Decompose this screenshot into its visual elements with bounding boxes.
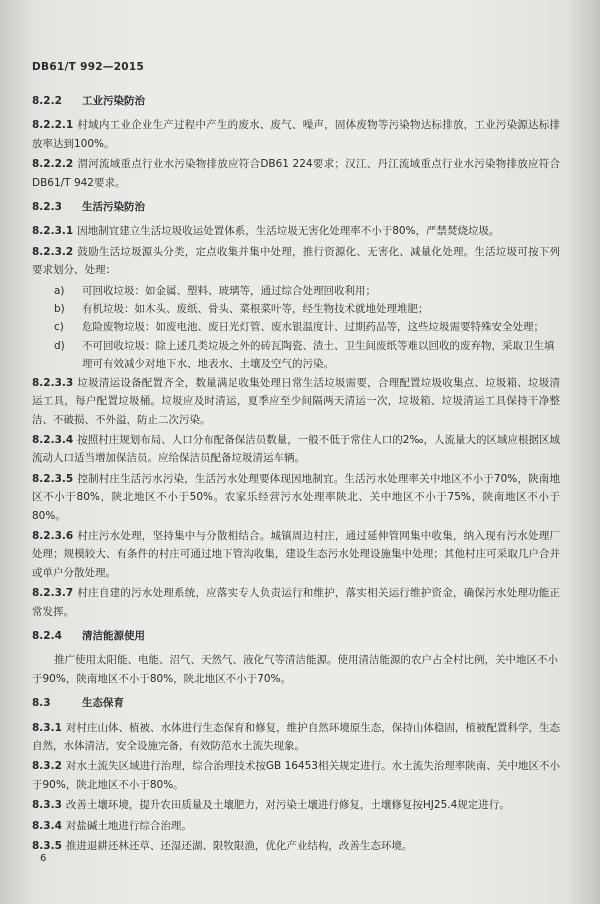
list-marker: b)	[54, 303, 65, 316]
clause-text: 控制村庄生活污水污染，生活污水处理要体现因地制宜。生活污水处理率关中地区不小于70%，陕南地区不小于80%，陕北地区不小于50%。农家乐经营污水处理率陕北、关中地区不小于75%，陕南地区不小于80%。	[32, 472, 560, 522]
list-item	[32, 282, 560, 300]
section-heading-8-2-2	[32, 92, 560, 110]
clause-number: 8.2.3.5	[32, 472, 74, 485]
section-number: 8.3	[32, 697, 51, 710]
section-title: 清洁能源使用	[82, 629, 145, 642]
clause-text: 鼓励生活垃圾源头分类，定点收集并集中处理，推行资源化、无害化、减量化处理。生活垃圾可按下列要求划分、处理：	[32, 245, 560, 277]
list-marker: a)	[54, 284, 65, 297]
list-item	[32, 300, 560, 318]
list-item-text: 不可回收垃圾：除上述几类垃圾之外的砖瓦陶瓷、渣土、卫生间废纸等难以回收的废弃物，采取卫生填埋可有效减少对地下水、地表水、土壤及空气的污染。	[82, 339, 555, 371]
clause-8-2-2-1	[32, 116, 560, 153]
list-item-text: 有机垃圾：如木头、废纸、骨头、菜根菜叶等，经生物技术就地处理堆肥；	[82, 303, 429, 316]
clause-number: 8.2.2.1	[32, 119, 74, 132]
section-number: 8.2.2	[32, 95, 62, 107]
list-item-text: 危险废物垃圾：如废电池、废日光灯管、废水银温度计、过期药品等，这些垃圾需要特殊安全处理；	[82, 321, 544, 334]
clause-text: 按照村庄规划布局、人口分布配备保洁员数量，一般不低于常住人口的2‰，人流量大的区域应根据区域流动人口适当增加保洁员。应给保洁员配备垃圾清运车辆。	[32, 433, 560, 465]
clause-number: 8.2.3.7	[32, 587, 74, 600]
clause-8-2-3-6	[32, 527, 560, 582]
clause-number: 8.3.4	[32, 819, 62, 832]
clause-text: 因地制宜建立生活垃圾收运处置体系，生活垃圾无害化处理率不小于80%，严禁焚烧垃圾。	[77, 225, 500, 238]
clause-8-2-2-2	[32, 155, 560, 192]
document-code: DB61/T 992—2015	[32, 61, 145, 73]
clause-8-2-3-5	[32, 470, 560, 525]
section-number: 8.2.4	[32, 629, 62, 642]
list-item-text: 可回收垃圾：如金属、塑料、玻璃等，通过综合处理回收利用；	[82, 284, 376, 297]
clause-8-3-3	[32, 796, 560, 814]
clause-number: 8.2.3.3	[32, 376, 74, 389]
page-content	[32, 86, 560, 857]
clause-number: 8.2.2.2	[32, 158, 74, 171]
clause-8-3-5	[32, 837, 560, 855]
page-number: 6	[40, 853, 47, 864]
clause-text: 渭河流域重点行业水污染物排放应符合DB61 224要求；汉江、丹江流域重点行业水污染物排放应符合DB61/T 942要求。	[32, 158, 560, 189]
clause-8-2-3-7	[32, 584, 560, 621]
section-title: 生态保育	[82, 697, 124, 710]
clause-8-3-1	[32, 719, 560, 756]
clause-text: 村庄自建的污水处理系统，应落实专人负责运行和维护，落实相关运行维护资金，确保污水处理功能正常发挥。	[32, 587, 560, 618]
list-marker: d)	[54, 339, 65, 352]
section-number: 8.2.3	[32, 201, 62, 214]
section-title: 生活污染防治	[82, 201, 145, 214]
clause-number: 8.3.3	[32, 799, 62, 812]
clause-number: 8.3.5	[32, 840, 62, 853]
clause-text: 村庄污水处理，坚持集中与分散相结合。城镇周边村庄，通过延伸管网集中收集，纳入现有污水处理厂处理；规模较大、有条件的村庄可通过地下管沟收集，建设生态污水处理设施集中处理；其他村庄可采取几户合并或单户分散处理。	[32, 529, 560, 579]
section-title: 工业污染防治	[82, 95, 145, 107]
clause-8-3-2	[32, 757, 560, 794]
clause-number: 8.2.3.2	[32, 245, 74, 258]
clause-8-2-3-3	[32, 374, 560, 429]
clause-8-2-3-1	[32, 222, 560, 240]
section-heading-8-3	[32, 694, 560, 712]
clause-number: 8.2.3.1	[32, 225, 74, 238]
clause-text: 对盐碱土地进行综合治理。	[65, 819, 192, 832]
section-8-2-4-text: 推广使用太阳能、电能、沼气、天然气、液化气等清洁能源。使用清洁能源的农户占全村比例，关中地区不小于90%，陕南地区不小于80%，陕北地区不小于70%。	[32, 654, 558, 685]
clause-text: 对村庄山体、植被、水体进行生态保育和修复，维护自然环境原生态，保持山体稳固，植被配置科学，生态自然，水体清洁，安全设施完备，有效防范水土流失现象。	[32, 721, 560, 752]
clause-number: 8.3.1	[32, 721, 62, 734]
list-item	[32, 318, 560, 336]
clause-8-2-3-4	[32, 431, 560, 468]
section-heading-8-2-4	[32, 627, 560, 645]
list-marker: c)	[54, 321, 64, 334]
clause-text: 垃圾清运设备配置齐全，数量满足收集处理日常生活垃圾需要，合理配置垃圾收集点、垃圾箱、垃圾清运工具，每户配置垃圾桶。垃圾应及时清运，夏季应至少间隔两天清运一次，垃圾箱、垃圾清运工具保持干净整洁、不破损、不外溢，防止二次污染。	[32, 376, 560, 426]
clause-number: 8.2.3.4	[32, 433, 74, 446]
clause-8-2-3-2	[32, 243, 560, 280]
section-heading-8-2-3	[32, 198, 560, 216]
clause-text: 对水土流失区域进行治理，综合治理技术按GB 16453相关规定进行。水土流失治理率陕南、关中地区不小于90%，陕北地区不小于80%。	[32, 760, 560, 791]
clause-number: 8.2.3.6	[32, 529, 74, 542]
clause-number: 8.3.2	[32, 760, 62, 773]
clause-text: 村域内工业企业生产过程中产生的废水、废气、噪声，固体废物等污染物达标排放，工业污染源达标排放率达到100%。	[32, 119, 560, 150]
list-item	[32, 337, 560, 374]
clause-8-3-4	[32, 817, 560, 835]
clause-text: 改善土壤环境，提升农田质量及土壤肥力，对污染土壤进行修复，土壤修复按HJ25.4规定进行。	[65, 799, 510, 812]
clause-text: 推进退耕还林还草、还湿还湖、限牧限渔，优化产业结构，改善生态环境。	[65, 840, 413, 853]
